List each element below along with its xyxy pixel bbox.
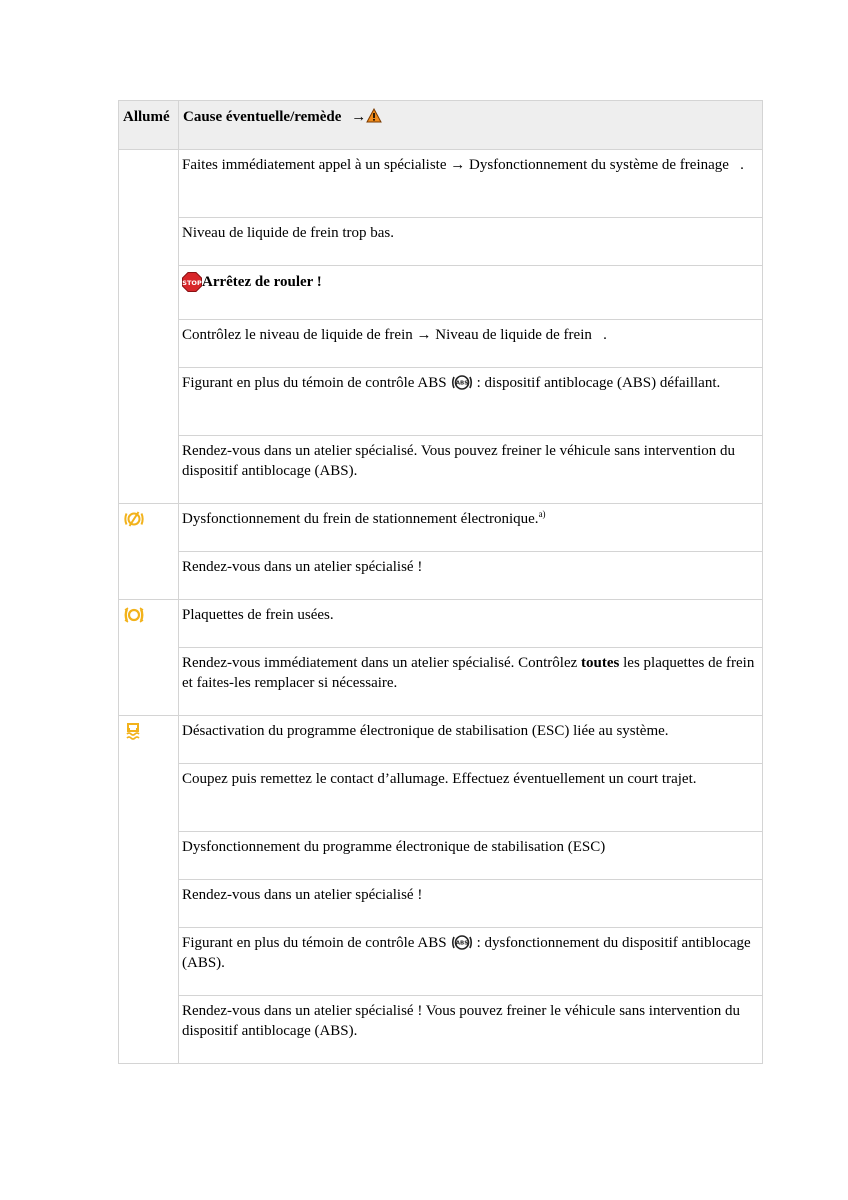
svg-text:STOP: STOP bbox=[182, 279, 202, 287]
table-row bbox=[119, 266, 763, 320]
table-row bbox=[119, 150, 763, 218]
group2-row2: Rendez-vous dans un atelier spécialisé ! bbox=[179, 552, 763, 600]
table-row bbox=[119, 600, 763, 648]
stop-sign-icon bbox=[182, 272, 202, 292]
group1-icon-cell bbox=[119, 150, 179, 504]
group1-row1: Faites immédiatement appel à un spécialiste → Dysfonctionnement du système de freinage . bbox=[179, 150, 763, 218]
table-row bbox=[119, 648, 763, 716]
warning-triangle-icon bbox=[366, 108, 382, 123]
table-row bbox=[119, 368, 763, 436]
group4-row3: Dysfonctionnement du programme électronique de stabilisation (ESC) bbox=[179, 832, 763, 880]
header-allume: Allumé bbox=[119, 101, 179, 150]
svg-text:ABS: ABS bbox=[455, 380, 468, 387]
table-row bbox=[119, 716, 763, 764]
table-row bbox=[119, 320, 763, 368]
group1-row3: STOP Arrêtez de rouler ! bbox=[179, 266, 763, 320]
group1-row5: Figurant en plus du témoin de contrôle ABS ABS : dispositif antiblocage (ABS) défaillant. bbox=[179, 368, 763, 436]
group1-row2: Niveau de liquide de frein trop bas. bbox=[179, 218, 763, 266]
group4-row6: Rendez-vous dans un atelier spécialisé ! Vous pouvez freiner le véhicule sans intervention du dispositif antiblocage (ABS). bbox=[179, 996, 763, 1064]
header-cause bbox=[179, 101, 763, 150]
table-row bbox=[119, 880, 763, 928]
group3-row1: Plaquettes de frein usées. bbox=[179, 600, 763, 648]
group3-row2: Rendez-vous immédiatement dans un atelier spécialisé. Contrôlez toutes les plaquettes de frein et faites-les remplacer si nécessaire. bbox=[179, 648, 763, 716]
table-row bbox=[119, 764, 763, 832]
abs-icon bbox=[451, 374, 473, 391]
header-row bbox=[119, 101, 763, 150]
header-cause-label: Cause éventuelle/remède bbox=[183, 109, 342, 125]
esc-icon bbox=[123, 722, 143, 742]
group4-row2: Coupez puis remettez le contact d’allumage. Effectuez éventuellement un court trajet. bbox=[179, 764, 763, 832]
group2-icon-cell bbox=[119, 504, 179, 600]
header-arrow: → bbox=[351, 109, 367, 125]
parking-brake-icon bbox=[123, 510, 145, 528]
group1-row4: Contrôlez le niveau de liquide de frein → Niveau de liquide de frein . bbox=[179, 320, 763, 368]
table-row bbox=[119, 928, 763, 996]
group2-row1: Dysfonctionnement du frein de stationnement électronique.$^{a)}$ bbox=[179, 504, 763, 552]
table-row bbox=[119, 996, 763, 1064]
table-row bbox=[119, 552, 763, 600]
brake-pads-icon bbox=[123, 606, 145, 624]
svg-text:ABS: ABS bbox=[455, 940, 468, 947]
group4-row4: Rendez-vous dans un atelier spécialisé ! bbox=[179, 880, 763, 928]
table-row bbox=[119, 218, 763, 266]
group1-row6: Rendez-vous dans un atelier spécialisé. Vous pouvez freiner le véhicule sans intervention du dispositif antiblocage (ABS). bbox=[179, 436, 763, 504]
warning-lights-table bbox=[118, 100, 763, 1064]
group4-row5: Figurant en plus du témoin de contrôle ABS ABS : dysfonctionnement du dispositif antiblocage (ABS). bbox=[179, 928, 763, 996]
table-row bbox=[119, 436, 763, 504]
group3-icon-cell bbox=[119, 600, 179, 716]
abs-icon bbox=[451, 934, 473, 951]
table-row bbox=[119, 832, 763, 880]
table-row bbox=[119, 504, 763, 552]
group4-row1: Désactivation du programme électronique de stabilisation (ESC) liée au système. bbox=[179, 716, 763, 764]
group4-icon-cell bbox=[119, 716, 179, 1064]
